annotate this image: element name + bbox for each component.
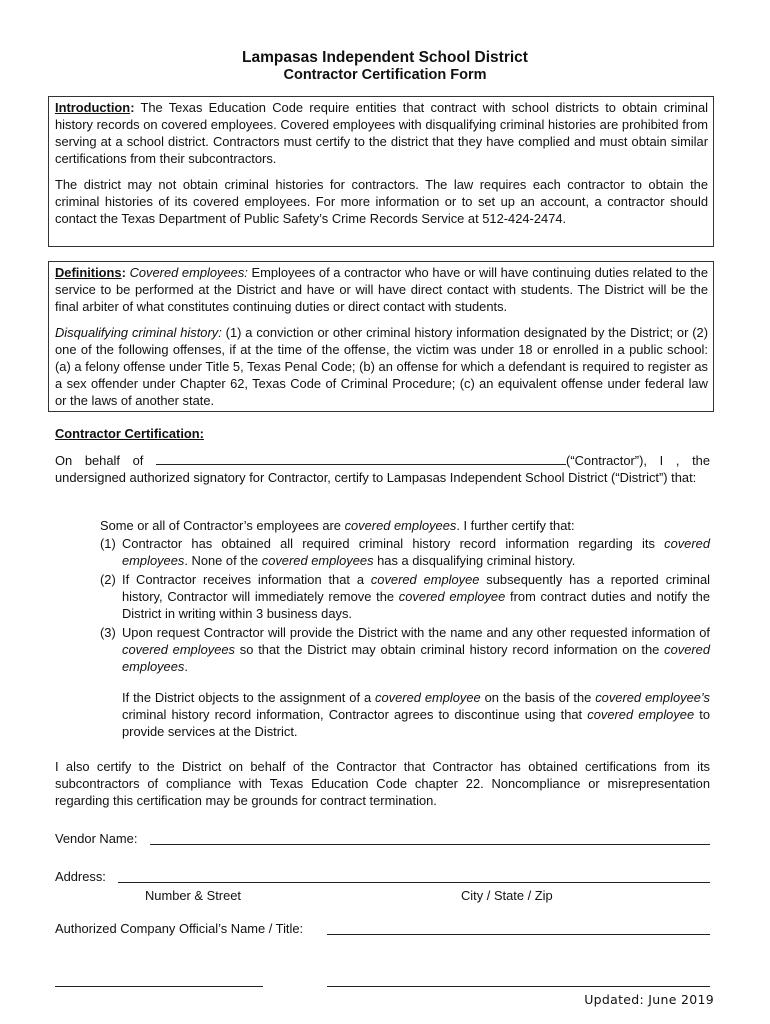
- certification-item-2: [100, 571, 710, 622]
- item-text: . None of the: [184, 553, 262, 568]
- item-text: Contractor has obtained all required criminal history record information regarding its: [122, 536, 665, 551]
- certify-intro-a: Some or all of Contractor’s employees are: [100, 518, 345, 533]
- item-text: covered employee: [370, 572, 480, 587]
- official-name-field[interactable]: [327, 934, 710, 935]
- certification-item-3: [100, 624, 710, 675]
- vendor-name-field[interactable]: [150, 844, 710, 845]
- item-text: so that the District may obtain criminal history record information on the: [235, 642, 665, 657]
- introduction-box: [48, 96, 714, 247]
- objection-paragraph: [122, 689, 710, 740]
- objection-text: criminal history record information, Contractor agrees to discontinue using that: [122, 707, 588, 722]
- certify-intro: [100, 517, 575, 534]
- vendor-name-label: Vendor Name:: [55, 831, 138, 846]
- address-field[interactable]: [118, 882, 710, 883]
- on-behalf-suffix: (“Contractor”), I , the undersigned authorized signatory for Contractor, certify to Lampasas Independent School District (“District”) that:: [55, 453, 710, 485]
- introduction-label: Introduction: [55, 100, 131, 115]
- definitions-paragraph-1: Definitions: Covered employees: Employees of a contractor who have or will have continuing duties related to the service to be performed at the District and have or will have direct contact with students. The District will be the final arbiter of what constitutes continuing duties or direct contact with students.: [55, 265, 709, 314]
- item-text: covered employees: [261, 553, 374, 568]
- document-title: Lampasas Independent School District: [242, 49, 528, 66]
- item-text: subsequently has a reported criminal history, Contractor will immediately remove the: [122, 572, 710, 604]
- on-behalf-paragraph: [55, 452, 710, 486]
- covered-employees-definition: Employees of a contractor who have or will have continuing duties related to the service to be performed at the District and have or will have direct contact with students. The District will be the final arbiter of what constitutes continuing duties or direct contact with students.: [55, 265, 709, 314]
- certify-intro-b: covered employees: [344, 518, 457, 533]
- covered-employees-term: Covered employees:: [129, 265, 248, 280]
- definitions-paragraph-2: [55, 324, 708, 409]
- introduction-text-1: The Texas Education Code require entities that contract with school districts to obtain criminal history records on covered employees. Covered employees with disqualifying criminal histories are prohibited from serving at a school district. Contractors must certify to the district that they have complied and must obtain similar certifications from their subcontractors.: [55, 100, 708, 166]
- on-behalf-prefix: On behalf of: [55, 453, 157, 468]
- item-text: covered employee: [398, 589, 506, 604]
- item-text: from contract duties and notify the District in writing within 3 business days.: [122, 589, 710, 621]
- definitions-label: Definitions: [55, 265, 122, 280]
- objection-text: covered employee: [587, 707, 695, 722]
- subcontractor-paragraph: I also certify to the District on behalf of the Contractor that Contractor has obtained certifications from its subcontractors of compliance with Texas Education Code chapter 22. Noncompliance or misrepresentation regarding this certification may be grounds for contract termination.: [55, 759, 710, 808]
- item-text: covered employees: [122, 642, 711, 674]
- objection-text: on the basis of the: [480, 690, 596, 705]
- disqualifying-history-definition: (1) a conviction or other criminal history information designated by the District; or (2) one of the following offenses, if at the time of the offense, the victim was under 18 or enrolled in a public school: (a) a felony offense under Title 5, Texas Penal Code; (b) an offense for which a defendant is required to register as a sex offender under Chapter 62, Texas Code of Criminal Procedure; (c) an equivalent offense under federal law or the laws of another state.: [55, 325, 708, 408]
- item-text: covered employees: [122, 536, 710, 568]
- certify-intro-c: . I further certify that:: [456, 518, 575, 533]
- disqualifying-history-term: Disqualifying criminal history:: [55, 325, 222, 340]
- item-number: (1): [100, 536, 116, 551]
- objection-text: covered employee’s: [595, 690, 710, 705]
- signature-line[interactable]: [55, 986, 263, 987]
- objection-text: covered employee: [375, 690, 481, 705]
- document-subtitle: Contractor Certification Form: [283, 67, 487, 83]
- contractor-name-field[interactable]: [156, 452, 566, 465]
- item-text: covered employees: [122, 642, 235, 657]
- official-name-label: Authorized Company Official’s Name / Title:: [55, 921, 304, 936]
- certification-heading-text: Contractor Certification:: [55, 426, 204, 441]
- item-text: .: [184, 659, 188, 674]
- updated-date: Updated: June 2019: [584, 992, 714, 1007]
- objection-text: to provide services at the District.: [122, 707, 711, 739]
- introduction-paragraph-2: The district may not obtain criminal histories for contractors. The law requires each contractor to obtain the criminal histories of its covered employees. For more information or to set up an account, a contractor should contact the Texas Department of Public Safety’s Crime Records Service at 512-424-2474.: [55, 177, 708, 226]
- certification-item-1: [100, 535, 710, 569]
- item-number: (2): [100, 572, 116, 587]
- item-text: has a disqualifying criminal history.: [373, 553, 576, 568]
- item-number: (3): [100, 625, 116, 640]
- certification-list: [100, 535, 710, 677]
- street-caption: Number & Street: [145, 888, 241, 903]
- item-text: Upon request Contractor will provide the District with the name and any other requested information of: [122, 625, 710, 640]
- introduction-paragraph-1: Introduction: The Texas Education Code require entities that contract with school districts to obtain criminal history records on covered employees. Covered employees with disqualifying criminal histories are prohibited from serving at a school district. Contractors must certify to the district that they have complied and must obtain similar certifications from their subcontractors.: [55, 100, 708, 166]
- objection-text: If the District objects to the assignment of a: [122, 690, 376, 705]
- city-caption: City / State / Zip: [461, 888, 553, 903]
- date-line[interactable]: [327, 986, 710, 987]
- item-text: If Contractor receives information that a: [122, 572, 371, 587]
- definitions-box: [48, 261, 714, 412]
- certification-heading: [55, 425, 204, 442]
- address-label: Address:: [55, 869, 106, 884]
